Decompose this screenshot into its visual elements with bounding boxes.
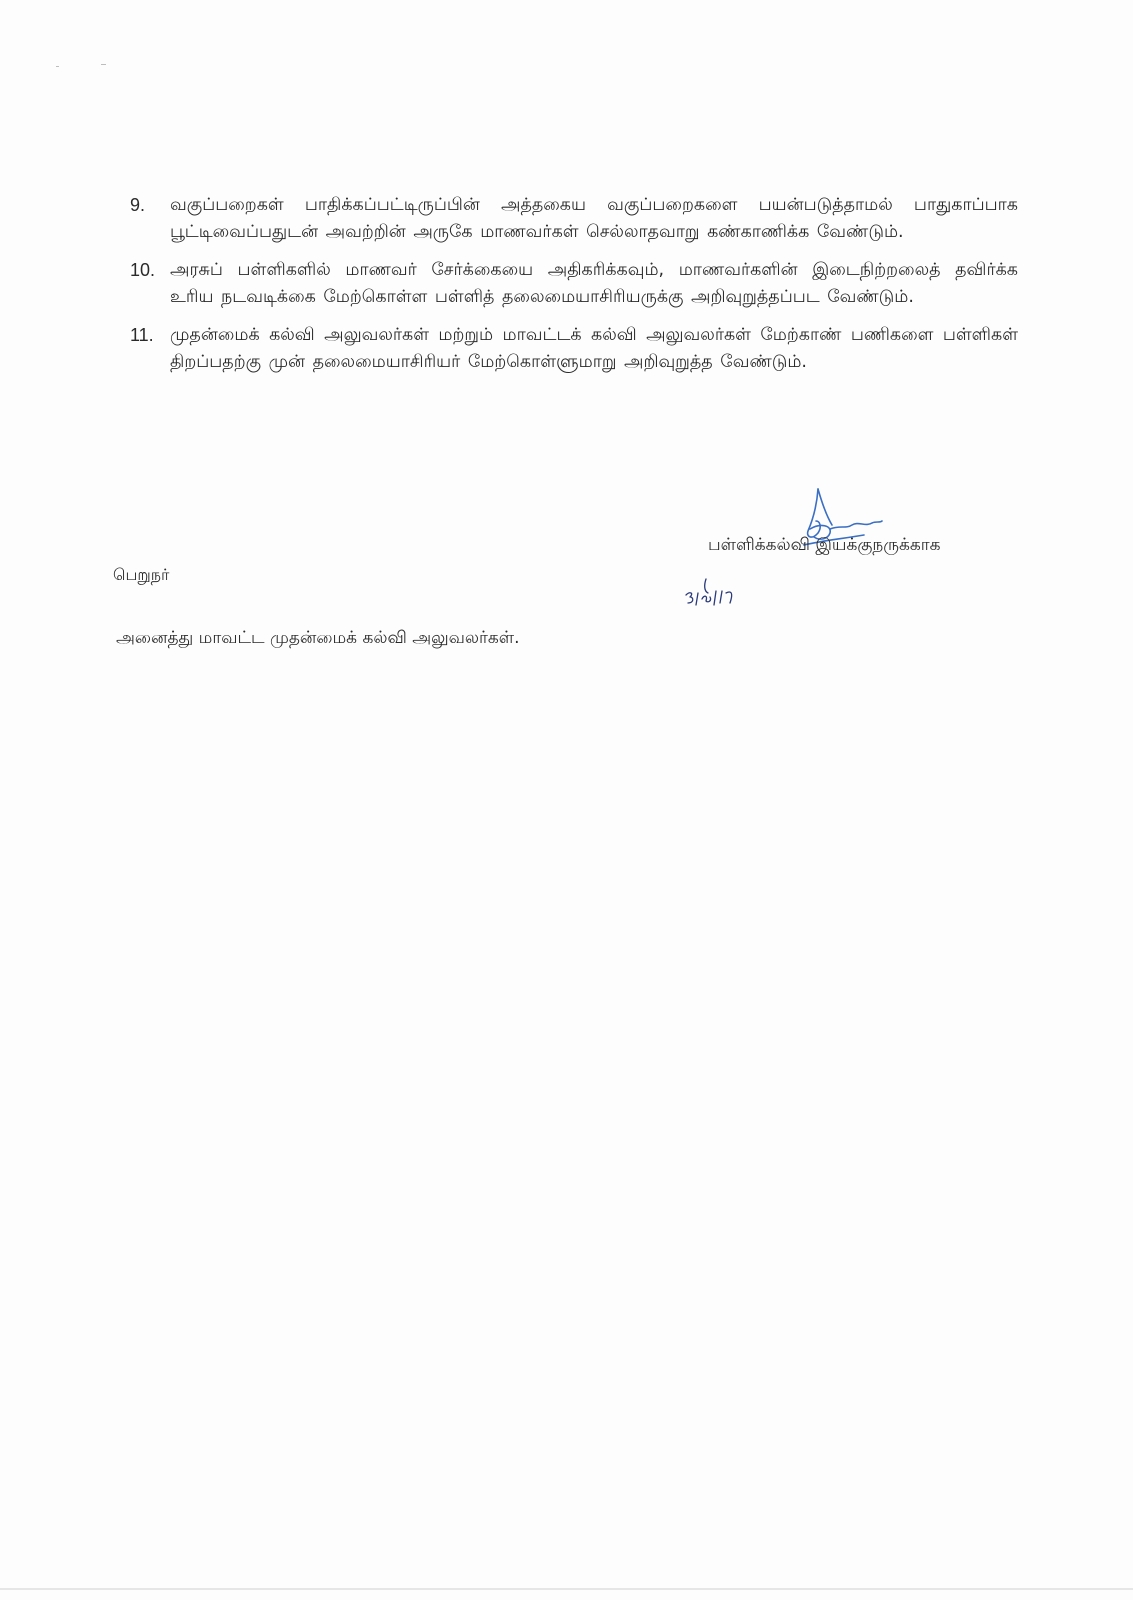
list-item xyxy=(130,257,1018,311)
signature-block xyxy=(680,485,1020,615)
item-text: அரசுப் பள்ளிகளில் மாணவர் சேர்க்கையை அதிகரிக்கவும், மாணவர்களின் இடைநிற்றலைத் தவிர்க்க உரிய நடவடிக்கை மேற்கொள்ள பள்ளித் தலைமையாசிரியருக்கு அறிவுறுத்தப்பட வேண்டும். xyxy=(170,260,1018,307)
item-number: 11. xyxy=(130,325,154,345)
scan-artifact xyxy=(101,64,106,65)
item-number: 10. xyxy=(130,260,156,280)
recipient-line: அனைத்து மாவட்ட முதன்மைக் கல்வி அலுவலர்கள். xyxy=(116,628,520,648)
recipient-heading: பெறுநர் xyxy=(113,565,170,584)
list-item xyxy=(130,192,1018,246)
instruction-list xyxy=(130,192,1018,387)
item-number: 9. xyxy=(130,195,146,215)
item-text: முதன்மைக் கல்வி அலுவலர்கள் மற்றும் மாவட்டக் கல்வி அலுவலர்கள் மேற்காண் பணிகளை பள்ளிகள் திறப்பதற்கு முன் தலைமையாசிரியர் மேற்கொள்ளுமாறு அறிவுறுத்த வேண்டும். xyxy=(170,325,1018,372)
scan-artifact xyxy=(56,66,59,67)
signature-caption: பள்ளிக்கல்வி இயக்குநருக்காக xyxy=(708,535,941,555)
list-item xyxy=(130,322,1018,376)
item-text: வகுப்பறைகள் பாதிக்கப்பட்டிருப்பின் அத்தகைய வகுப்பறைகளை பயன்படுத்தாமல் பாதுகாப்பாக பூட்டிவைப்பதுடன் அவற்றின் அருகே மாணவர்கள் செல்லாதவாறு கண்காணிக்க வேண்டும். xyxy=(170,195,1018,242)
scan-bottom-edge xyxy=(0,1588,1133,1590)
handwritten-initials-date xyxy=(680,573,750,609)
